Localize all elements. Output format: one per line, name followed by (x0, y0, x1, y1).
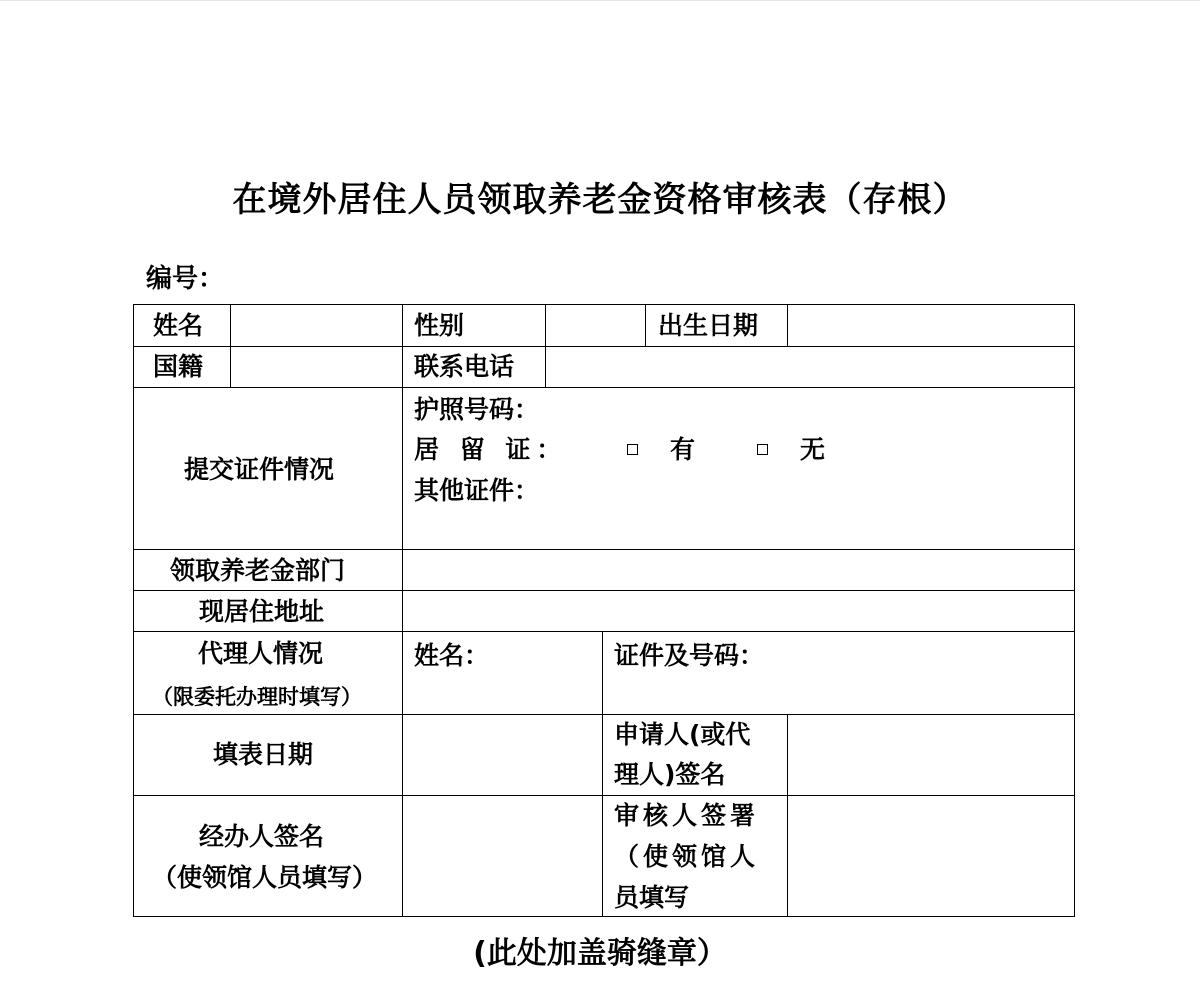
column-divider (402, 304, 403, 917)
fill-date-label: 填表日期 (213, 740, 314, 769)
reviewer-label-line1: 审核人签署 (614, 801, 760, 830)
no-checkbox[interactable] (757, 444, 768, 455)
reviewer-label-line2: （使领馆人 (614, 842, 760, 871)
residence-permit-label: 居 留 证： (414, 435, 568, 464)
top-border (0, 0, 1200, 1)
passport-label: 护照号码： (414, 395, 540, 424)
name-label: 姓名 (153, 311, 204, 340)
birth-date-label: 出生日期 (658, 311, 759, 340)
column-divider (602, 631, 603, 917)
yes-checkbox[interactable] (627, 444, 638, 455)
row-divider (133, 549, 1075, 550)
column-divider (787, 714, 788, 917)
column-divider (545, 304, 546, 387)
agent-id-label: 证件及号码： (614, 641, 765, 670)
phone-label: 联系电话 (414, 352, 515, 381)
serial-number-label: 编号： (146, 264, 225, 294)
row-divider (133, 714, 1075, 715)
row-divider (133, 631, 1075, 632)
yes-option-label: 有 (670, 435, 696, 464)
agent-info-label: 代理人情况 (198, 639, 324, 668)
column-divider (230, 304, 231, 387)
column-divider (645, 304, 646, 346)
handler-signature-label: 经办人签名 (199, 822, 325, 851)
reviewer-label-line3: 员填写 (614, 883, 690, 912)
row-divider (133, 387, 1075, 388)
documents-label: 提交证件情况 (184, 455, 335, 484)
applicant-signature-label-line1: 申请人(或代 (614, 720, 751, 749)
column-divider (787, 304, 788, 346)
document-title: 在境外居住人员领取养老金资格审核表（存根） (232, 180, 968, 220)
table-border-right (1074, 304, 1075, 917)
seal-note: (此处加盖骑缝章） (473, 936, 727, 971)
pension-department-label: 领取养老金部门 (170, 556, 346, 585)
table-border-left (133, 304, 134, 917)
applicant-signature-label-line2: 理人)签名 (614, 760, 726, 789)
gender-label: 性别 (414, 311, 465, 340)
agent-name-label: 姓名： (414, 641, 490, 670)
table-border-top (133, 304, 1075, 305)
table-border-bottom (133, 916, 1075, 917)
nationality-label: 国籍 (153, 352, 204, 381)
current-address-label: 现居住地址 (199, 597, 325, 626)
row-divider (133, 590, 1075, 591)
other-documents-label: 其他证件： (414, 476, 540, 505)
agent-note: （限委托办理时填写） (152, 685, 362, 709)
no-option-label: 无 (800, 435, 826, 464)
row-divider (133, 346, 1075, 347)
handler-note: （使领馆人员填写） (152, 863, 378, 892)
row-divider (133, 795, 1075, 796)
